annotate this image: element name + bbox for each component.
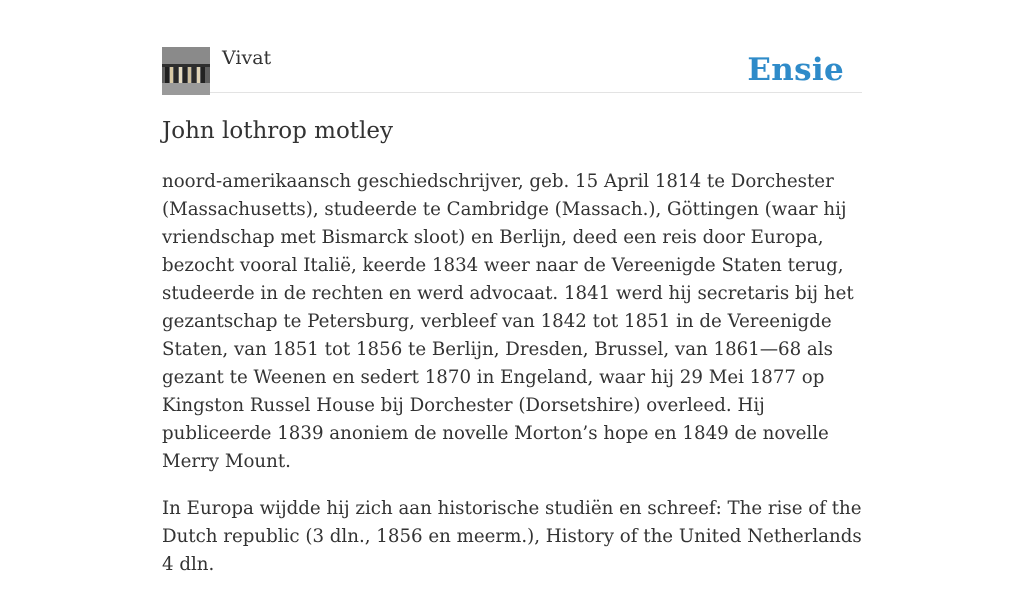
books-avatar-icon[interactable]	[162, 47, 210, 95]
source-name[interactable]: Vivat	[222, 47, 272, 69]
article-paragraph: In Europa wijdde hij zich aan historische studiën en schreef: The rise of the Dutch republic (3 dln., 1856 en meerm.), History of the United Netherlands 4 dln.	[162, 498, 862, 575]
header	[162, 46, 862, 93]
article-title: John lothrop motley	[162, 118, 393, 144]
article-paragraph: noord-amerikaansch geschiedschrijver, geb. 15 April 1814 te Dorchester (Massachusetts), studeerde te Cambridge (Massach.), Göttingen (waar hij vriendschap met Bismarck sloot) en Berlijn, deed een reis door Europa, bezocht vooral Italië, keerde 1834 weer naar de Vereenigde Staten terug, studeerde in de rechten en werd advocaat. 1841 werd hij secretaris bij het gezantschap te Petersburg, verbleef van 1842 tot 1851 in de Vereenigde Staten, van 1851 tot 1856 te Berlijn, Dresden, Brussel, van 1861—68 als gezant te Weenen en sedert 1870 in Engeland, waar hij 29 Mei 1877 op Kingston Russel House bij Dorchester (Dorsetshire) overleed. Hij publiceerde 1839 anoniem de novelle Morton’s hope en 1849 de novelle Merry Mount.	[162, 171, 854, 472]
brand-logo[interactable]: Ensie	[747, 52, 844, 88]
article-body	[162, 168, 862, 598]
